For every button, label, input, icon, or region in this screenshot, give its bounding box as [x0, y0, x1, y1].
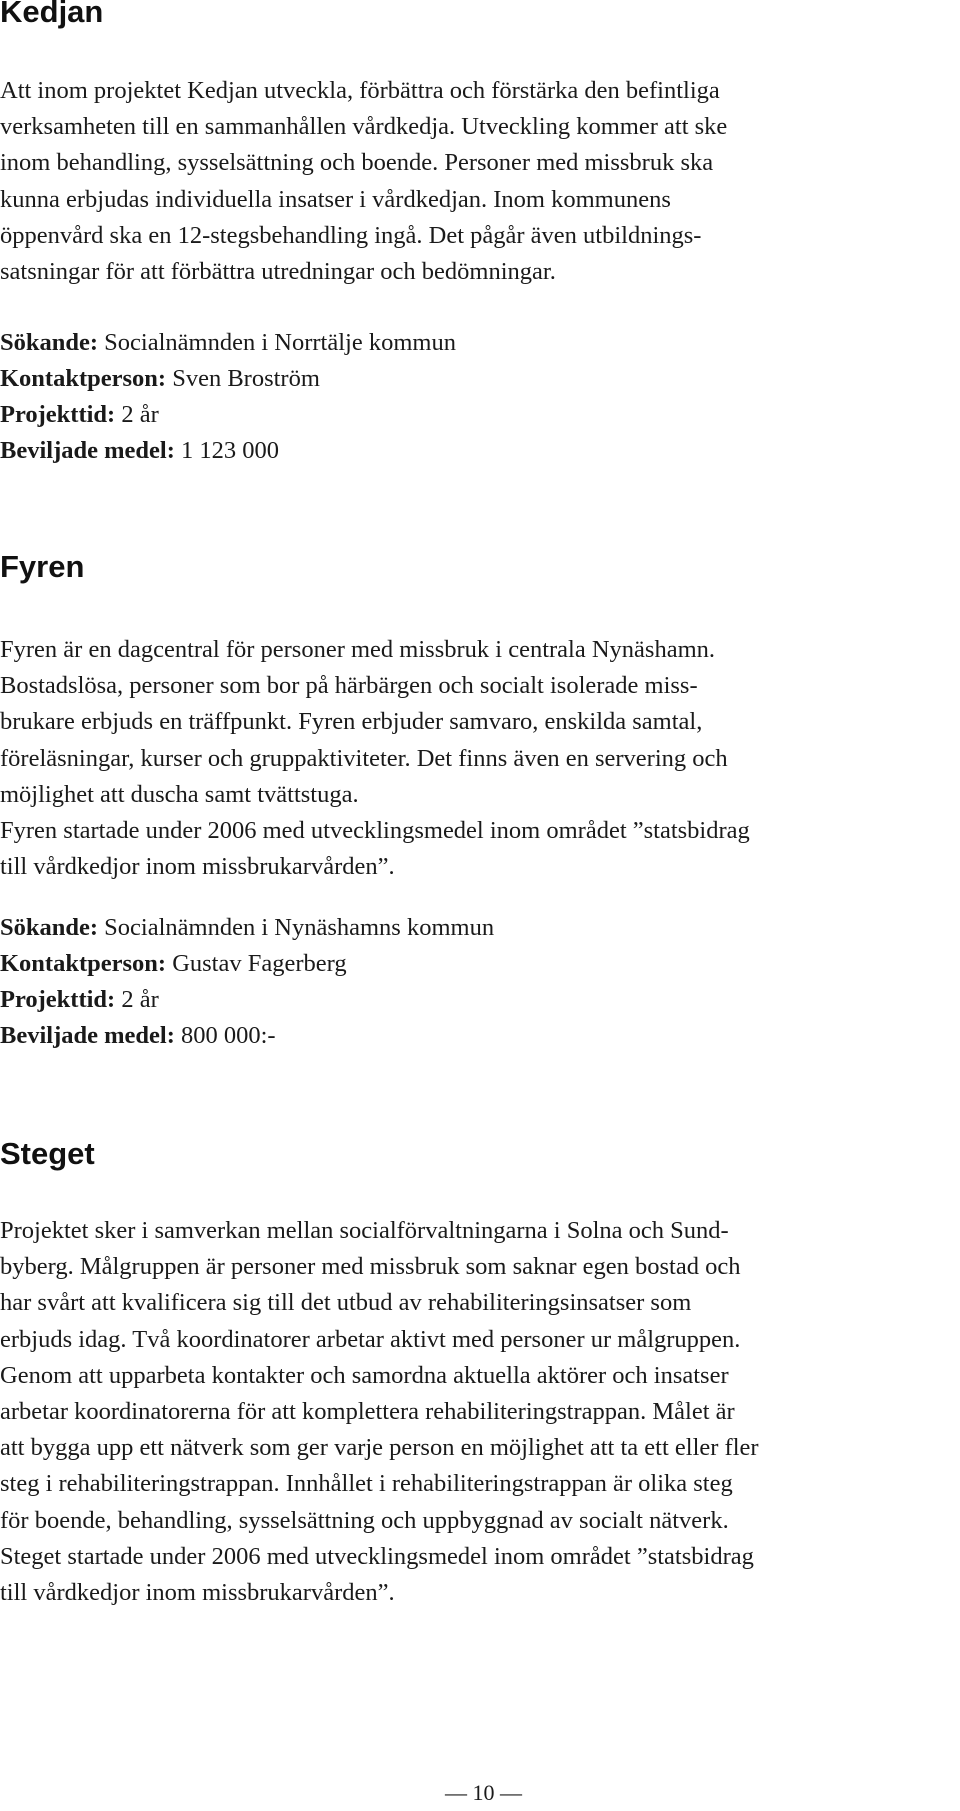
- funding-label: Beviljade medel:: [0, 1022, 175, 1049]
- section-heading-steget: Steget: [0, 1136, 95, 1171]
- contact-label: Kontaktperson:: [0, 365, 167, 392]
- body-line: föreläsningar, kurser och gruppaktiviteter. Det finns även en servering och: [0, 744, 728, 772]
- page-number: — 10 —: [445, 1780, 522, 1805]
- body-line: för boende, behandling, sysselsättning och uppbyggnad av socialt nätverk.: [0, 1506, 729, 1534]
- contact-label: Kontaktperson:: [0, 950, 167, 977]
- body-line: Genom att upparbeta kontakter och samordna aktuella aktörer och insatser: [0, 1361, 729, 1389]
- applicant-value: Socialnämnden i Norrtälje kommun: [98, 329, 456, 356]
- duration-label: Projekttid:: [0, 401, 116, 428]
- body-line: arbetar koordinatorerna för att komplettera rehabiliteringstrappan. Målet är: [0, 1398, 735, 1426]
- duration-label: Projekttid:: [0, 986, 116, 1013]
- applicant-row: [0, 910, 494, 946]
- duration-value: 2 år: [115, 986, 159, 1013]
- funding-row: [0, 1018, 494, 1054]
- funding-value: 800 000:-: [174, 1022, 276, 1049]
- body-line: Fyren är en dagcentral för personer med missbruk i centrala Nynäshamn.: [0, 636, 716, 663]
- body-line: Fyren startade under 2006 med utvecklingsmedel inom området ”statsbidrag: [0, 817, 750, 845]
- applicant-value: Socialnämnden i Nynäshamns kommun: [98, 914, 495, 941]
- body-line: Steget startade under 2006 med utvecklingsmedel inom området ”statsbidrag: [0, 1542, 754, 1570]
- body-line: öppenvård ska en 12-stegsbehandling ingå. Det pågår även utbildnings-: [0, 221, 702, 249]
- contact-row: [0, 946, 494, 982]
- contact-row: [0, 361, 456, 397]
- body-line: Projektet sker i samverkan mellan socialförvaltningarna i Solna och Sund-: [0, 1217, 729, 1244]
- contact-value: Sven Broström: [166, 365, 320, 392]
- section-body-steget: [0, 1213, 958, 1611]
- applicant-label: Sökande:: [0, 329, 99, 356]
- contact-value: Gustav Fagerberg: [166, 950, 347, 977]
- body-line: steg i rehabiliteringstrappan. Innhållet i rehabiliteringstrappan är olika steg: [0, 1470, 733, 1498]
- body-line: att bygga upp ett nätverk som ger varje person en möjlighet att ta ett eller fler: [0, 1434, 759, 1462]
- duration-row: [0, 397, 456, 433]
- funding-row: [0, 433, 456, 469]
- section-heading-kedjan: Kedjan: [0, 0, 104, 29]
- duration-row: [0, 982, 494, 1018]
- applicant-label: Sökande:: [0, 914, 99, 941]
- body-line: verksamheten till en sammanhållen vårdkedja. Utveckling kommer att ske: [0, 113, 728, 141]
- funding-label: Beviljade medel:: [0, 437, 175, 464]
- applicant-row: [0, 325, 456, 361]
- body-line: har svårt att kvalificera sig till det utbud av rehabiliteringsinsatser som: [0, 1289, 692, 1317]
- body-line: Att inom projektet Kedjan utveckla, förbättra och förstärka den befintliga: [0, 77, 720, 104]
- duration-value: 2 år: [115, 401, 159, 428]
- body-line: kunna erbjudas individuella insatser i vårdkedjan. Inom kommunens: [0, 185, 671, 213]
- project-details-fyren: [0, 910, 494, 1054]
- body-line: satsningar för att förbättra utredningar och bedömningar.: [0, 258, 556, 286]
- body-line: inom behandling, sysselsättning och boende. Personer med missbruk ska: [0, 149, 714, 177]
- section-heading-fyren: Fyren: [0, 549, 85, 584]
- body-line: till vårdkedjor inom missbrukarvården”.: [0, 1579, 395, 1607]
- body-line: byberg. Målgruppen är personer med missbruk som saknar egen bostad och: [0, 1253, 741, 1281]
- section-body-fyren: [0, 632, 958, 885]
- body-line: brukare erbjuds en träffpunkt. Fyren erbjuder samvaro, enskilda samtal,: [0, 708, 703, 736]
- section-body-kedjan: [0, 73, 958, 290]
- body-line: Bostadslösa, personer som bor på härbärgen och socialt isolerade miss-: [0, 672, 698, 700]
- body-line: erbjuds idag. Två koordinatorer arbetar aktivt med personer ur målgruppen.: [0, 1325, 741, 1353]
- project-details-kedjan: [0, 325, 456, 469]
- body-line: möjlighet att duscha samt tvättstuga.: [0, 780, 359, 808]
- body-line: till vårdkedjor inom missbrukarvården”.: [0, 853, 395, 881]
- funding-value: 1 123 000: [174, 437, 279, 464]
